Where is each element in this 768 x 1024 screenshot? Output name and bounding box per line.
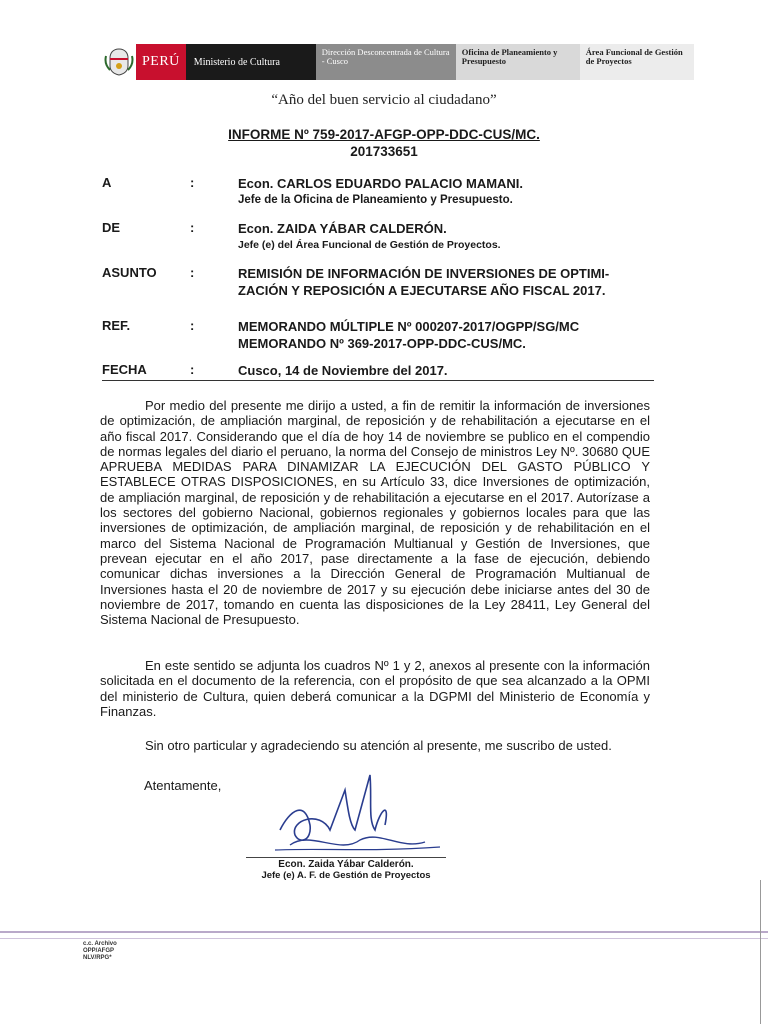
header-banner — [102, 44, 702, 80]
footer-rule-thin — [0, 938, 768, 939]
signatory-name: Econ. Zaida Yábar Calderón. — [246, 857, 446, 870]
to-colon: : — [190, 175, 195, 190]
from-label: DE — [102, 220, 121, 235]
ref-colon: : — [190, 318, 195, 333]
ref-line-2: MEMORANDO Nº 369-2017-OPP-DDC-CUS/MC. — [238, 336, 526, 351]
subject-colon: : — [190, 265, 195, 280]
footer-rule — [0, 931, 768, 933]
report-heading — [0, 127, 768, 159]
date-colon: : — [190, 362, 195, 377]
coat-of-arms-icon — [102, 44, 136, 80]
year-motto: “Año del buen servicio al ciudadano” — [271, 92, 497, 108]
area-label: Área Funcional de Gestión de Proyectos — [580, 44, 694, 80]
ref-label: REF. — [102, 318, 131, 333]
report-code: 201733651 — [350, 144, 418, 159]
to-row — [102, 175, 662, 209]
from-role: Jefe (e) del Área Funcional de Gestión de Proyectos. — [238, 239, 501, 251]
subject-label: ASUNTO — [102, 265, 157, 280]
body-paragraph-1: Por medio del presente me dirijo a usted, a fin de remitir la información de inversiones de optimización, de ampliación marginal, de reposición y de rehabilitación a ejecutarse en el año fiscal 2017. Considerando que el día de hoy 14 de noviembre se publico en el compendio de normas legales del diario el peruano, la norma del Consejo de ministros Ley Nº. 30680 QUE APRUEBA MEDIDAS PARA DINAMIZAR LA EJECUCIÓN DEL GASTO PÚBLICO Y ESTABLECE OTRAS DISPOSICIONES, en su Artículo 33, dice Inversiones de optimización, de ampliación marginal, de reposición y de rehabilitación a ejecutarse en el 2017. Autorízase a los sectores del gobierno Nacional, gobiernos regionales y gobiernos locales para que las inversiones de optimización, de ampliación marginal, de reposición y de rehabilitación en el marco del Sistema Nacional de Programación Multianual y Gestión de Inversiones, que prevean ejecutar en el año 2017, pase directamente a la fase de ejecución, debiendo comunicar dichas inversiones a la Dirección General de Programación Multianual de Inversiones hasta el 20 de noviembre de 2017 y su ejecución debe iniciarse antes del 30 de noviembre de 2017, tomando en cuenta las disposiciones de la Ley 28411, Ley General del Sistema Nacional de Presupuesto. — [100, 398, 650, 628]
ministry-label: Ministerio de Cultura — [186, 44, 316, 80]
from-colon: : — [190, 220, 195, 235]
body-paragraph-2: En este sentido se adjunta los cuadros Nº 1 y 2, anexos al presente con la información solicitada en el documento de la referencia, con el propósito de que sea alcanzado a la OPMI del ministerio de Cultura, quien deberá comunicar a la DGPMI del Ministerio de Economía y Finanzas. — [100, 658, 650, 719]
direction-label: Dirección Desconcentrada de Cultura - Cusco — [316, 44, 456, 80]
date-label: FECHA — [102, 362, 147, 377]
peru-label: PERÚ — [136, 44, 186, 80]
ref-row — [102, 318, 662, 352]
subject-line-1: REMISIÓN DE INFORMACIÓN DE INVERSIONES DE OPTIMI- — [238, 266, 610, 281]
signatory-title: Jefe (e) A. F. de Gestión de Proyectos — [261, 870, 431, 881]
copy-item: OPP/AFGP — [83, 948, 115, 954]
copy-list — [83, 941, 117, 962]
scan-edge-line — [760, 880, 761, 1024]
copy-item: NLV/RPG* — [83, 955, 112, 961]
subject-row — [102, 265, 662, 299]
ref-line-1: MEMORANDO MÚLTIPLE Nº 000207-2017/OGPP/SG/MC — [238, 319, 580, 334]
body-paragraph-3: Sin otro particular y agradeciendo su atención al presente, me suscribo de usted. — [145, 738, 612, 753]
copy-item: c.c. Archivo — [83, 941, 117, 947]
date-value: Cusco, 14 de Noviembre del 2017. — [238, 363, 448, 378]
office-label: Oficina de Planeamiento y Presupuesto — [456, 44, 580, 80]
to-label: A — [102, 175, 112, 190]
from-row — [102, 220, 662, 254]
date-row — [102, 362, 654, 381]
from-name: Econ. ZAIDA YÁBAR CALDERÓN. — [238, 221, 447, 236]
subject-line-2: ZACIÓN Y REPOSICIÓN A EJECUTARSE AÑO FISCAL 2017. — [238, 283, 606, 298]
to-role: Jefe de la Oficina de Planeamiento y Presupuesto. — [238, 194, 513, 206]
to-name: Econ. CARLOS EDUARDO PALACIO MAMANI. — [238, 176, 524, 191]
closing-text: Atentamente, — [144, 778, 222, 793]
report-number: INFORME Nº 759-2017-AFGP-OPP-DDC-CUS/MC. — [228, 127, 540, 142]
handwritten-signature — [250, 770, 450, 865]
